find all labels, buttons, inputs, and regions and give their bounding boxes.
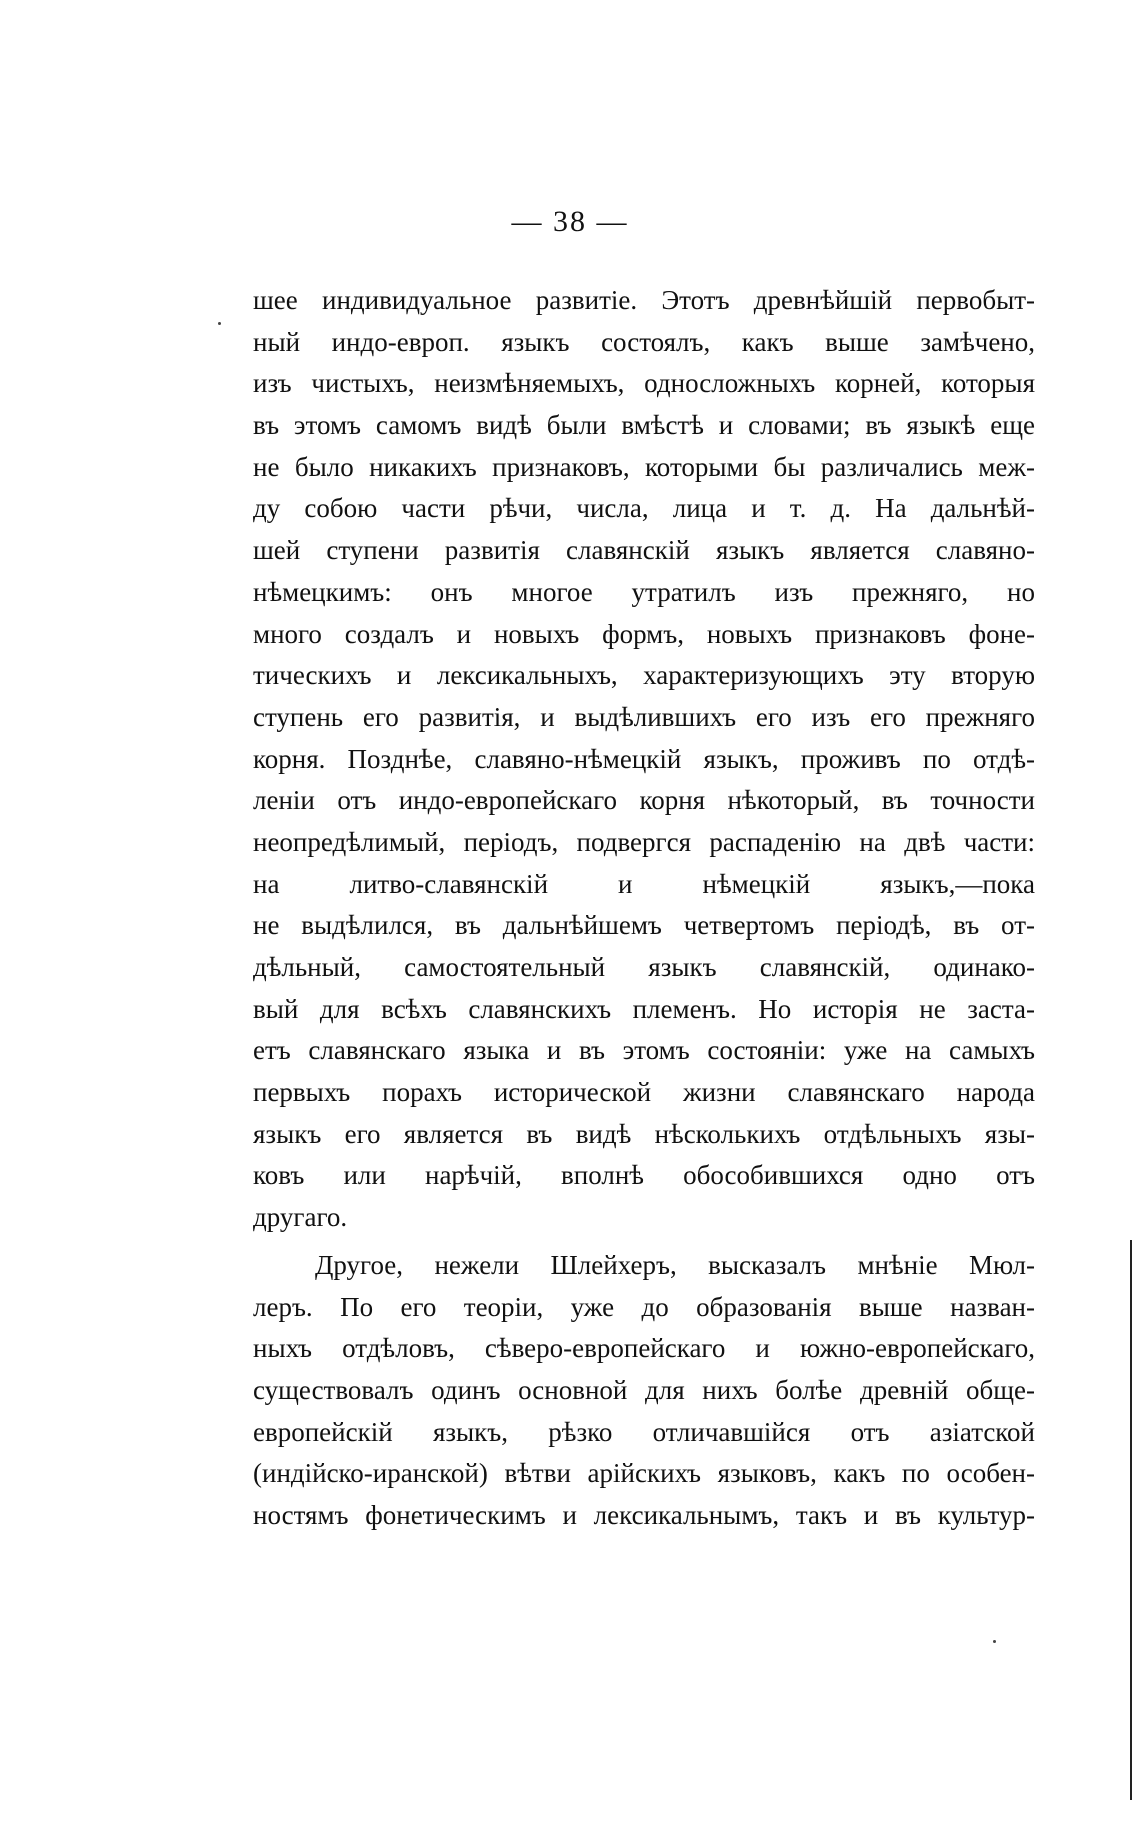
- text-line: вый для всѣхъ славянскихъ племенъ. Но исторія не заста-: [253, 993, 1035, 1024]
- text-line: ный индо-европ. языкъ состоялъ, какъ выше замѣчено,: [253, 326, 1035, 357]
- text-line: другаго.: [253, 1202, 348, 1233]
- page-number: — 38 —: [511, 205, 629, 238]
- text-line: изъ чистыхъ, неизмѣняемыхъ, односложныхъ корней, которыя: [253, 368, 1035, 399]
- text-line: неопредѣлимый, періодъ, подвергся распаденію на двѣ части:: [253, 826, 1035, 857]
- scan-speck: [993, 1640, 996, 1643]
- text-line: шее индивидуальное развитіе. Этотъ древнѣйшій первобыт-: [253, 285, 1035, 315]
- body-text: [253, 280, 1035, 1537]
- text-line: леръ. По его теоріи, уже до образованія выше назван-: [253, 1291, 1035, 1322]
- text-line: на литво-славянскій и нѣмецкій языкъ,—пока: [253, 868, 1035, 899]
- text-line: нѣмецкимъ: онъ многое утратилъ изъ прежняго, но: [253, 576, 1035, 607]
- text-line: европейскій языкъ, рѣзко отличавшійся отъ азіатской: [253, 1416, 1035, 1447]
- paragraph-2: [253, 1245, 1035, 1537]
- text-line: (индійско-иранской) вѣтви арійскихъ языковъ, какъ по особен-: [253, 1458, 1035, 1489]
- text-line: языкъ его является въ видѣ нѣсколькихъ отдѣльныхъ язы-: [253, 1118, 1035, 1149]
- text-line: въ этомъ самомъ видѣ были вмѣстѣ и словами; въ языкѣ еще: [253, 410, 1035, 441]
- text-line: существовалъ одинъ основной для нихъ болѣе древній обще-: [253, 1374, 1035, 1405]
- text-line: ковъ или нарѣчій, вполнѣ обособившихся одно отъ: [253, 1160, 1035, 1191]
- text-line: ступень его развитія, и выдѣлившихъ его изъ его прежняго: [253, 701, 1035, 732]
- text-line: корня. Позднѣе, славяно-нѣмецкій языкъ, проживъ по отдѣ-: [253, 743, 1035, 774]
- paragraph-1: [253, 280, 1035, 1239]
- page-edge-line: [1130, 1240, 1132, 1800]
- text-line: леніи отъ индо-европейскаго корня нѣкоторый, въ точности: [253, 785, 1035, 816]
- text-line: ностямъ фонетическимъ и лексикальнымъ, такъ и въ культур-: [253, 1499, 1035, 1530]
- scan-speck: [218, 322, 221, 325]
- text-line: много создалъ и новыхъ формъ, новыхъ признаковъ фоне-: [253, 618, 1035, 649]
- text-line: етъ славянскаго языка и въ этомъ состояніи: уже на самыхъ: [253, 1035, 1035, 1066]
- text-line: дѣльный, самостоятельный языкъ славянскій, одинако-: [253, 952, 1035, 982]
- text-line: первыхъ порахъ исторической жизни славянскаго народа: [253, 1077, 1035, 1108]
- text-line: не было никакихъ признаковъ, которыми бы различались меж-: [253, 451, 1035, 482]
- text-line: не выдѣлился, въ дальнѣйшемъ четвертомъ періодѣ, въ от-: [253, 910, 1035, 941]
- text-line: шей ступени развитія славянскій языкъ является славяно-: [253, 535, 1035, 566]
- text-line: ныхъ отдѣловъ, сѣверо-европейскаго и южно-европейскаго,: [253, 1333, 1035, 1364]
- text-line: Другое, нежели Шлейхеръ, высказалъ мнѣніе Мюл-: [315, 1249, 1035, 1280]
- text-line: тическихъ и лексикальныхъ, характеризующихъ эту вторую: [253, 660, 1035, 691]
- text-line: ду собою части рѣчи, числа, лица и т. д. На дальнѣй-: [253, 493, 1035, 524]
